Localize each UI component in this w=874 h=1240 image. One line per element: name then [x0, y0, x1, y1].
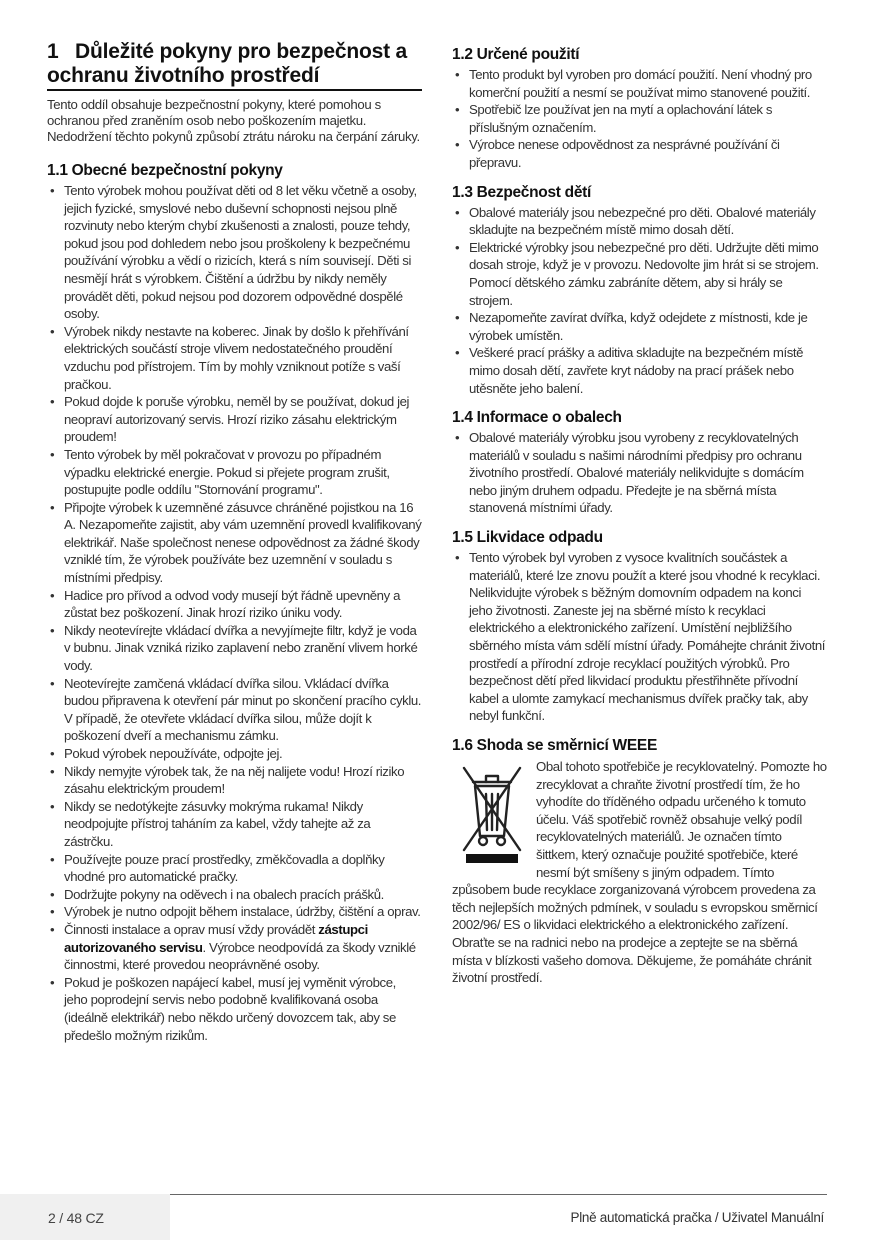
list-item: • Tento výrobek by měl pokračovat v provozu po případném výpadku elektrické energie. Pokud si přejete program zrušit, postupujte podle oddílu "Stornování programu".	[47, 446, 422, 499]
list-item: • Dodržujte pokyny na oděvech i na obalech pracích prášků.	[47, 886, 422, 904]
list-item: • Výrobek nikdy nestavte na koberec. Jinak by došlo k přehřívání elektrických součástí stroje vlivem nedostatečného proudění vzduchu pod přístrojem. Tím by mohly vzniknout potíže s vaší pračkou.	[47, 323, 422, 393]
section-1-2-list	[452, 66, 827, 172]
list-item: • Pokud dojde k poruše výrobku, neměl by se používat, dokud jej neopraví autorizovaný servis. Hrozí riziko zásahu elektrickým proudem!	[47, 393, 422, 446]
weee-crossed-bin-icon	[456, 760, 528, 864]
list-item-service: • Činnosti instalace a oprav musí vždy provádět zástupci autorizovaného servisu. Výrobce neodpovídá za škody vzniklé činnostmi, které provedou neoprávněné osoby.	[47, 921, 422, 974]
list-item: • Připojte výrobek k uzemněné zásuvce chráněné pojistkou na 16 A. Nezapomeňte zajistit, aby vám uzemnění provedl kvalifikovaný elektrikář. Naše společnost nenese odpovědnost za žádné škody vzniklé tím, že výrobek používáte bez uzemnění v souladu s místními předpisy.	[47, 499, 422, 587]
list-item: • Nikdy neotevírejte vkládací dvířka a nevyjímejte filtr, když je voda v bubnu. Jinak vzniká riziko zaplavení nebo zranění vlivem horké vody.	[47, 622, 422, 675]
list-item: • Elektrické výrobky jsou nebezpečné pro děti. Udržujte děti mimo dosah stroje, když je v provozu. Nedovolte jim hrát si se strojem. Pomocí dětského zámku zabráníte dětem, aby si hrály se strojem.	[452, 239, 827, 309]
section-1-1-list	[47, 182, 422, 1044]
section-1-1-heading: 1.1 Obecné bezpečnostní pokyny	[47, 162, 283, 179]
section-1-title-text: Důležité pokyny pro bezpečnost a ochranu životního prostředí	[47, 40, 407, 87]
weee-text: Obal tohoto spotřebiče je recyklovatelný. Pomozte ho zrecyklovat a chraňte životní prostředí tím, že ho vyhodíte do tříděného odpadu určeného k tomuto účelu. Váš spotřebič rovněž obsahuje velký podíl recyklovatelných materiálů. Je označen tímto šittkem, který označuje použité spotřebiče, které nesmí být smíšeny s jiným odpadem. Tímto způsobem bude recyklace zorganizovaná výrobcem provedena za těch nejlepších možných pdmínek, v souladu s evropskou směrnicí 2002/96/ ES o likvidaci elektrického a elektronického zařízení. Obraťte se na radnici nebo na prodejce a zeptejte se na sběrná místa v blízkosti vašeho domova. Děkujeme, že pomáháte chránit životní prostředí.	[452, 759, 827, 986]
footer-divider	[170, 1194, 827, 1195]
list-item: • Výrobce nenese odpovědnost za nesprávné používání či přepravu.	[452, 136, 827, 171]
list-item: • Spotřebič lze používat jen na mytí a oplachování látek s příslušným označením.	[452, 101, 827, 136]
list-item: • Nikdy nemyjte výrobek tak, že na něj nalijete vodu! Hrozí riziko zásahu elektrickým proudem!	[47, 763, 422, 798]
list-item: • Pokud výrobek nepoužíváte, odpojte jej.	[47, 745, 422, 763]
right-column	[452, 40, 827, 987]
section-1-2-heading: 1.2 Určené použití	[452, 46, 580, 63]
list-item: • Neotevírejte zamčená vkládací dvířka silou. Vkládací dvířka budou připravena k otevření pár minut po skončení pracího cyklu. V případě, že otevřete vkládací dvířka silou, může dojít k poškození dveří a mechanismu zámku.	[47, 675, 422, 745]
left-column	[47, 40, 422, 1044]
list-item: • Nikdy se nedotýkejte zásuvky mokrýma rukama! Nikdy neodpojujte přístroj taháním za kabel, vždy tahejte až za zástrčku.	[47, 798, 422, 851]
section-1-3-list	[452, 204, 827, 398]
list-item: • Tento výrobek byl vyroben z vysoce kvalitních součástek a materiálů, které lze znovu použít a které jsou vhodné k recyklaci. Nelikvidujte výrobek s běžným domovním odpadem na konci jeho životnosti. Zaneste jej na sběrné místo k recyklaci elektrického a elektronického zařízení. Umístění nejbližšího sběrného místa vám sdělí místní úřady. Pomáhejte chránit životní prostředí a přírodní zdroje recyklací použitých výrobků. Pro bezpečnost dětí před likvidací produktu přestřihněte přívodní kabel a ulomte zamykací mechanismus dvířek pračky tak, aby nebyl funkční.	[452, 549, 827, 725]
section-1-4-heading: 1.4 Informace o obalech	[452, 409, 622, 427]
section-1-5-list	[452, 549, 827, 725]
section-1-title	[47, 40, 422, 88]
list-item: • Používejte pouze prací prostředky, změkčovadla a doplňky vhodné pro automatické pračky.	[47, 851, 422, 886]
section-1-6-heading: 1.6 Shoda se směrnicí WEEE	[452, 737, 657, 754]
list-item: • Tento výrobek mohou používat děti od 8 let věku včetně a osoby, jejich fyzické, smyslové nebo duševní schopnosti nejsou plně rozvinuty nebo kterým chybí zkušenosti a znalosti, pouze tehdy, pokud jsou pod dohledem nebo jsou proškoleny k bezpečnému používání výrobku a vědí o rizicích, která s ním souvisejí. Děti si nesmějí hrát s výrobkem. Čištění a údržbu by nikdy neměly provádět děti, pokud nejsou pod dozorem odpovědné dospělé osoby.	[47, 182, 422, 323]
section-1-4-list	[452, 429, 827, 517]
list-item: • Nezapomeňte zavírat dvířka, když odejdete z místnosti, kde je výrobek umístěn.	[452, 309, 827, 344]
authorized-service-emphasis: zástupci autorizovaného servisu	[64, 921, 368, 955]
section-1-number: 1	[47, 40, 59, 63]
title-divider	[47, 89, 422, 91]
page-number: 2 / 48 CZ	[48, 1210, 104, 1226]
list-item: • Pokud je poškozen napájecí kabel, musí jej vyměnit výrobce, jeho poprodejní servis nebo podobně kvalifikovaná osoba (ideálně elektrikář) nebo někdo určený dovozcem tak, aby se předešlo možným rizikům.	[47, 974, 422, 1044]
list-item: • Výrobek je nutno odpojit během instalace, údržby, čištění a oprav.	[47, 903, 422, 921]
section-1-5-heading: 1.5 Likvidace odpadu	[452, 529, 603, 547]
footer-document-title: Plně automatická pračka / Uživatel Manuální	[570, 1210, 824, 1225]
list-item: • Obalové materiály jsou nebezpečné pro děti. Obalové materiály skladujte na bezpečném místě mimo dosah dětí.	[452, 204, 827, 239]
list-item: • Obalové materiály výrobku jsou vyrobeny z recyklovatelných materiálů v souladu s našimi národními předpisy pro ochranu životního prostředí. Obalové materiály nelikvidujte s domácím nebo jiným druhem odpadu. Předejte je na sběrná místa stanovená místními úřady.	[452, 429, 827, 517]
list-item: • Veškeré prací prášky a aditiva skladujte na bezpečném místě mimo dosah dětí, zavřete kryt nádoby na prací prášek nebo utěsněte jeho balení.	[452, 344, 827, 397]
list-item: • Tento produkt byl vyroben pro domácí použití. Není vhodný pro komerční použití a nesmí se používat mimo stanovené použití.	[452, 66, 827, 101]
section-1-3-heading: 1.3 Bezpečnost dětí	[452, 183, 592, 201]
section-1-intro: Tento oddíl obsahuje bezpečnostní pokyny, které pomohou s ochranou před zraněním osob nebo poškozením majetku. Nedodržení těchto pokynů způsobí ztrátu nároku na čerpání záruky.	[47, 97, 420, 144]
list-item: • Hadice pro přívod a odvod vody musejí být řádně upevněny a zůstat bez poškození. Jinak hrozí riziko úniku vody.	[47, 587, 422, 622]
weee-paragraph	[452, 758, 827, 987]
